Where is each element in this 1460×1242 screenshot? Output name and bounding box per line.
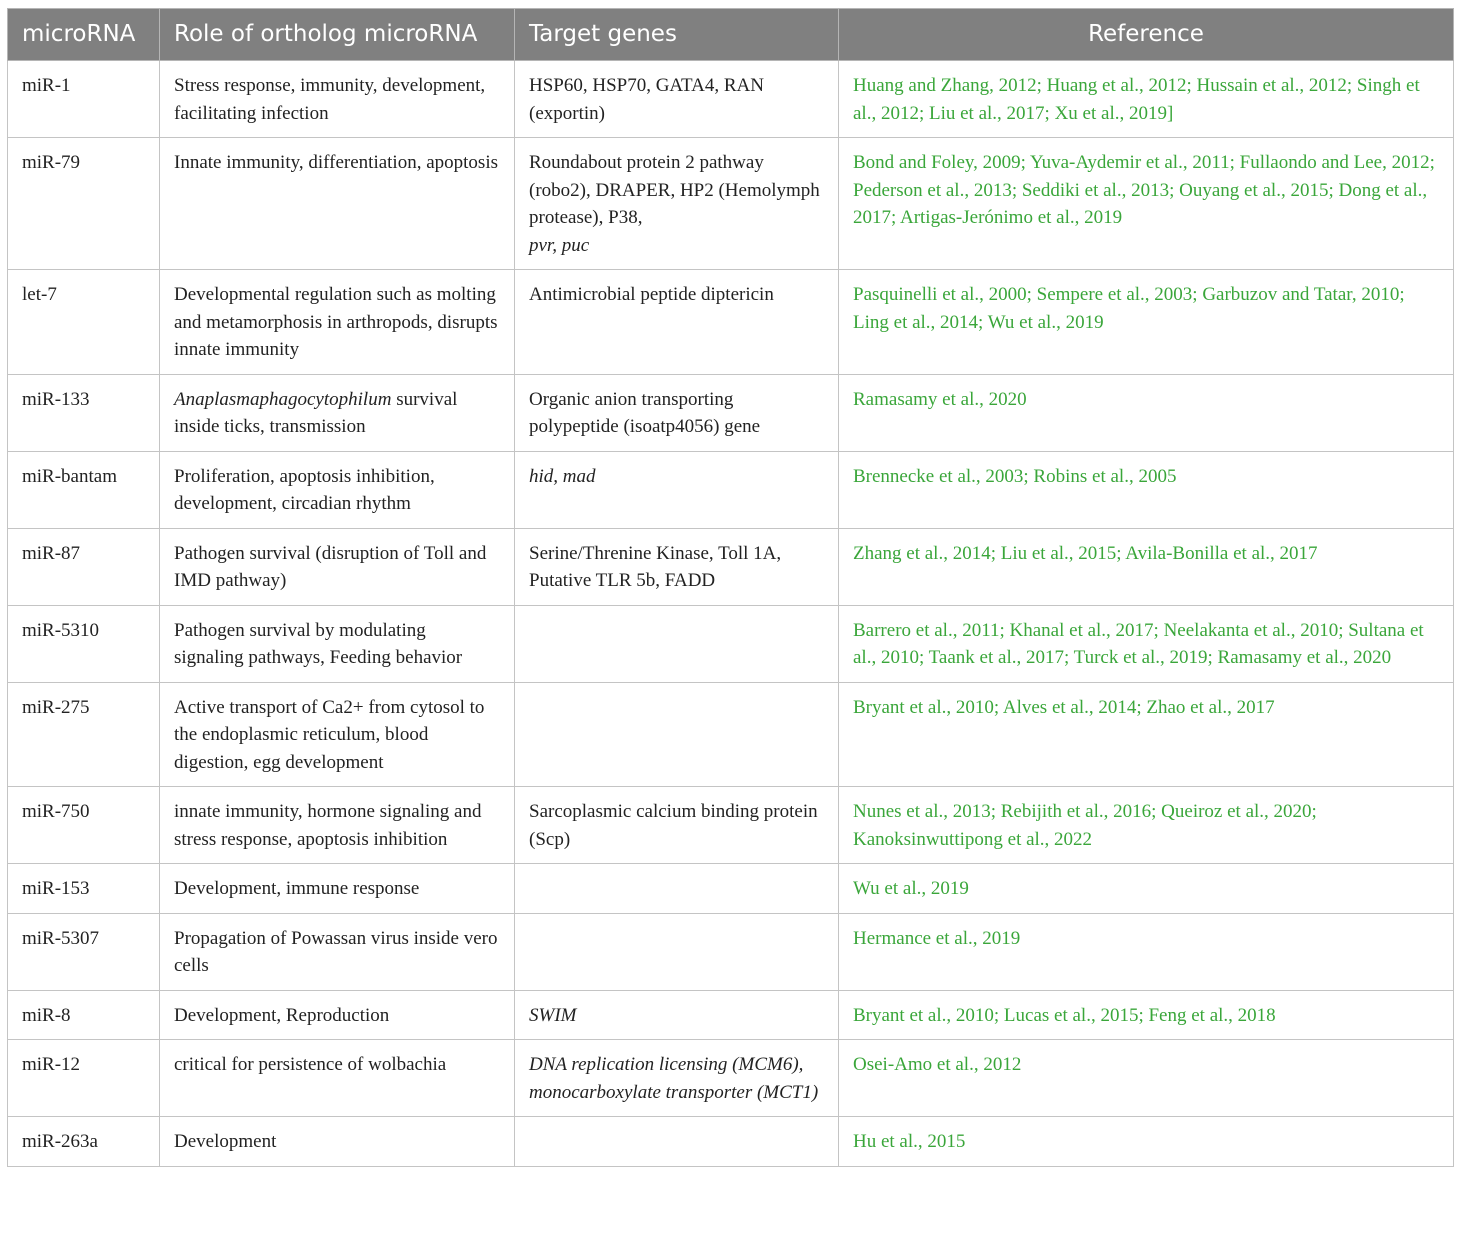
cell-role: Development, Reproduction — [160, 990, 515, 1040]
cell-microrna: miR-153 — [8, 864, 160, 914]
cell-reference[interactable]: Hermance et al., 2019 — [839, 913, 1454, 990]
table-row — [8, 1117, 1454, 1167]
cell-reference[interactable]: Barrero et al., 2011; Khanal et al., 2017; Neelakanta et al., 2010; Sultana et al., 2010; Taank et al., 2017; Turck et al., 2019; Ramasamy et al., 2020 — [839, 605, 1454, 682]
table-row — [8, 528, 1454, 605]
cell-reference[interactable]: Huang and Zhang, 2012; Huang et al., 2012; Hussain et al., 2012; Singh et al., 2012; Liu et al., 2017; Xu et al., 2019] — [839, 61, 1454, 138]
cell-targets: SWIM — [515, 990, 839, 1040]
cell-targets: Organic anion transporting polypeptide (isoatp4056) gene — [515, 374, 839, 451]
cell-targets: Sarcoplasmic calcium binding protein (Scp) — [515, 787, 839, 864]
cell-role: Active transport of Ca2+ from cytosol to the endoplasmic reticulum, blood digestion, egg development — [160, 682, 515, 787]
cell-reference[interactable]: Zhang et al., 2014; Liu et al., 2015; Avila-Bonilla et al., 2017 — [839, 528, 1454, 605]
cell-targets — [515, 1117, 839, 1167]
table-row — [8, 682, 1454, 787]
table-row — [8, 913, 1454, 990]
cell-microrna: miR-750 — [8, 787, 160, 864]
cell-targets — [515, 605, 839, 682]
cell-reference[interactable]: Bryant et al., 2010; Lucas et al., 2015; Feng et al., 2018 — [839, 990, 1454, 1040]
cell-microrna: miR-1 — [8, 61, 160, 138]
cell-microrna: miR-263a — [8, 1117, 160, 1167]
cell-targets — [515, 138, 839, 270]
cell-microrna: miR-79 — [8, 138, 160, 270]
cell-reference[interactable]: Brennecke et al., 2003; Robins et al., 2005 — [839, 451, 1454, 528]
header-microrna: microRNA — [8, 9, 160, 61]
cell-microrna: miR-5310 — [8, 605, 160, 682]
header-role: Role of ortholog microRNA — [160, 9, 515, 61]
cell-microrna: miR-bantam — [8, 451, 160, 528]
table-row — [8, 990, 1454, 1040]
cell-targets: HSP60, HSP70, GATA4, RAN (exportin) — [515, 61, 839, 138]
cell-targets: Serine/Threnine Kinase, Toll 1A, Putative TLR 5b, FADD — [515, 528, 839, 605]
cell-role: Development — [160, 1117, 515, 1167]
header-row — [8, 9, 1454, 61]
table-row — [8, 787, 1454, 864]
cell-microrna: let-7 — [8, 270, 160, 375]
cell-targets — [515, 913, 839, 990]
cell-role: Innate immunity, differentiation, apoptosis — [160, 138, 515, 270]
cell-microrna: miR-87 — [8, 528, 160, 605]
table-row — [8, 138, 1454, 270]
cell-role — [160, 374, 515, 451]
cell-reference[interactable]: Bond and Foley, 2009; Yuva-Aydemir et al., 2011; Fullaondo and Lee, 2012; Pederson et al., 2013; Seddiki et al., 2013; Ouyang et al., 2015; Dong et al., 2017; Artigas-Jerónimo et al., 2019 — [839, 138, 1454, 270]
cell-role: Developmental regulation such as molting and metamorphosis in arthropods, disrupts innate immunity — [160, 270, 515, 375]
cell-role: Proliferation, apoptosis inhibition, development, circadian rhythm — [160, 451, 515, 528]
table-container — [7, 8, 1453, 1167]
cell-microrna: miR-275 — [8, 682, 160, 787]
cell-reference[interactable]: Pasquinelli et al., 2000; Sempere et al., 2003; Garbuzov and Tatar, 2010; Ling et al., 2014; Wu et al., 2019 — [839, 270, 1454, 375]
cell-targets: hid, mad — [515, 451, 839, 528]
table-row — [8, 270, 1454, 375]
cell-role: Stress response, immunity, development, facilitating infection — [160, 61, 515, 138]
cell-targets: DNA replication licensing (MCM6), monocarboxylate transporter (MCT1) — [515, 1040, 839, 1117]
table-row — [8, 374, 1454, 451]
cell-role: Propagation of Powassan virus inside vero cells — [160, 913, 515, 990]
targets-italic: pvr, puc — [529, 234, 590, 256]
cell-reference[interactable]: Osei-Amo et al., 2012 — [839, 1040, 1454, 1117]
microrna-table — [7, 8, 1454, 1167]
cell-reference[interactable]: Hu et al., 2015 — [839, 1117, 1454, 1167]
table-row — [8, 451, 1454, 528]
cell-reference[interactable]: Wu et al., 2019 — [839, 864, 1454, 914]
cell-reference[interactable]: Nunes et al., 2013; Rebijith et al., 2016; Queiroz et al., 2020; Kanoksinwuttipong et al., 2022 — [839, 787, 1454, 864]
cell-microrna: miR-133 — [8, 374, 160, 451]
cell-microrna: miR-5307 — [8, 913, 160, 990]
table-row — [8, 61, 1454, 138]
role-italic: Anaplasmaphagocytophilum — [174, 388, 392, 410]
header-targets: Target genes — [515, 9, 839, 61]
cell-targets: Antimicrobial peptide diptericin — [515, 270, 839, 375]
role-text: survival inside ticks, transmission — [174, 388, 458, 437]
table-row — [8, 1040, 1454, 1117]
targets-text: Roundabout protein 2 pathway (robo2), DRAPER, HP2 (Hemolymph protease), P38, — [529, 152, 820, 228]
cell-role: innate immunity, hormone signaling and stress response, apoptosis inhibition — [160, 787, 515, 864]
cell-role: critical for persistence of wolbachia — [160, 1040, 515, 1117]
cell-role: Pathogen survival by modulating signaling pathways, Feeding behavior — [160, 605, 515, 682]
cell-microrna: miR-8 — [8, 990, 160, 1040]
cell-targets — [515, 864, 839, 914]
table-row — [8, 605, 1454, 682]
cell-reference[interactable]: Bryant et al., 2010; Alves et al., 2014; Zhao et al., 2017 — [839, 682, 1454, 787]
cell-role: Development, immune response — [160, 864, 515, 914]
table-row — [8, 864, 1454, 914]
cell-reference[interactable]: Ramasamy et al., 2020 — [839, 374, 1454, 451]
cell-targets — [515, 682, 839, 787]
cell-microrna: miR-12 — [8, 1040, 160, 1117]
cell-role: Pathogen survival (disruption of Toll and IMD pathway) — [160, 528, 515, 605]
header-reference: Reference — [839, 9, 1454, 61]
